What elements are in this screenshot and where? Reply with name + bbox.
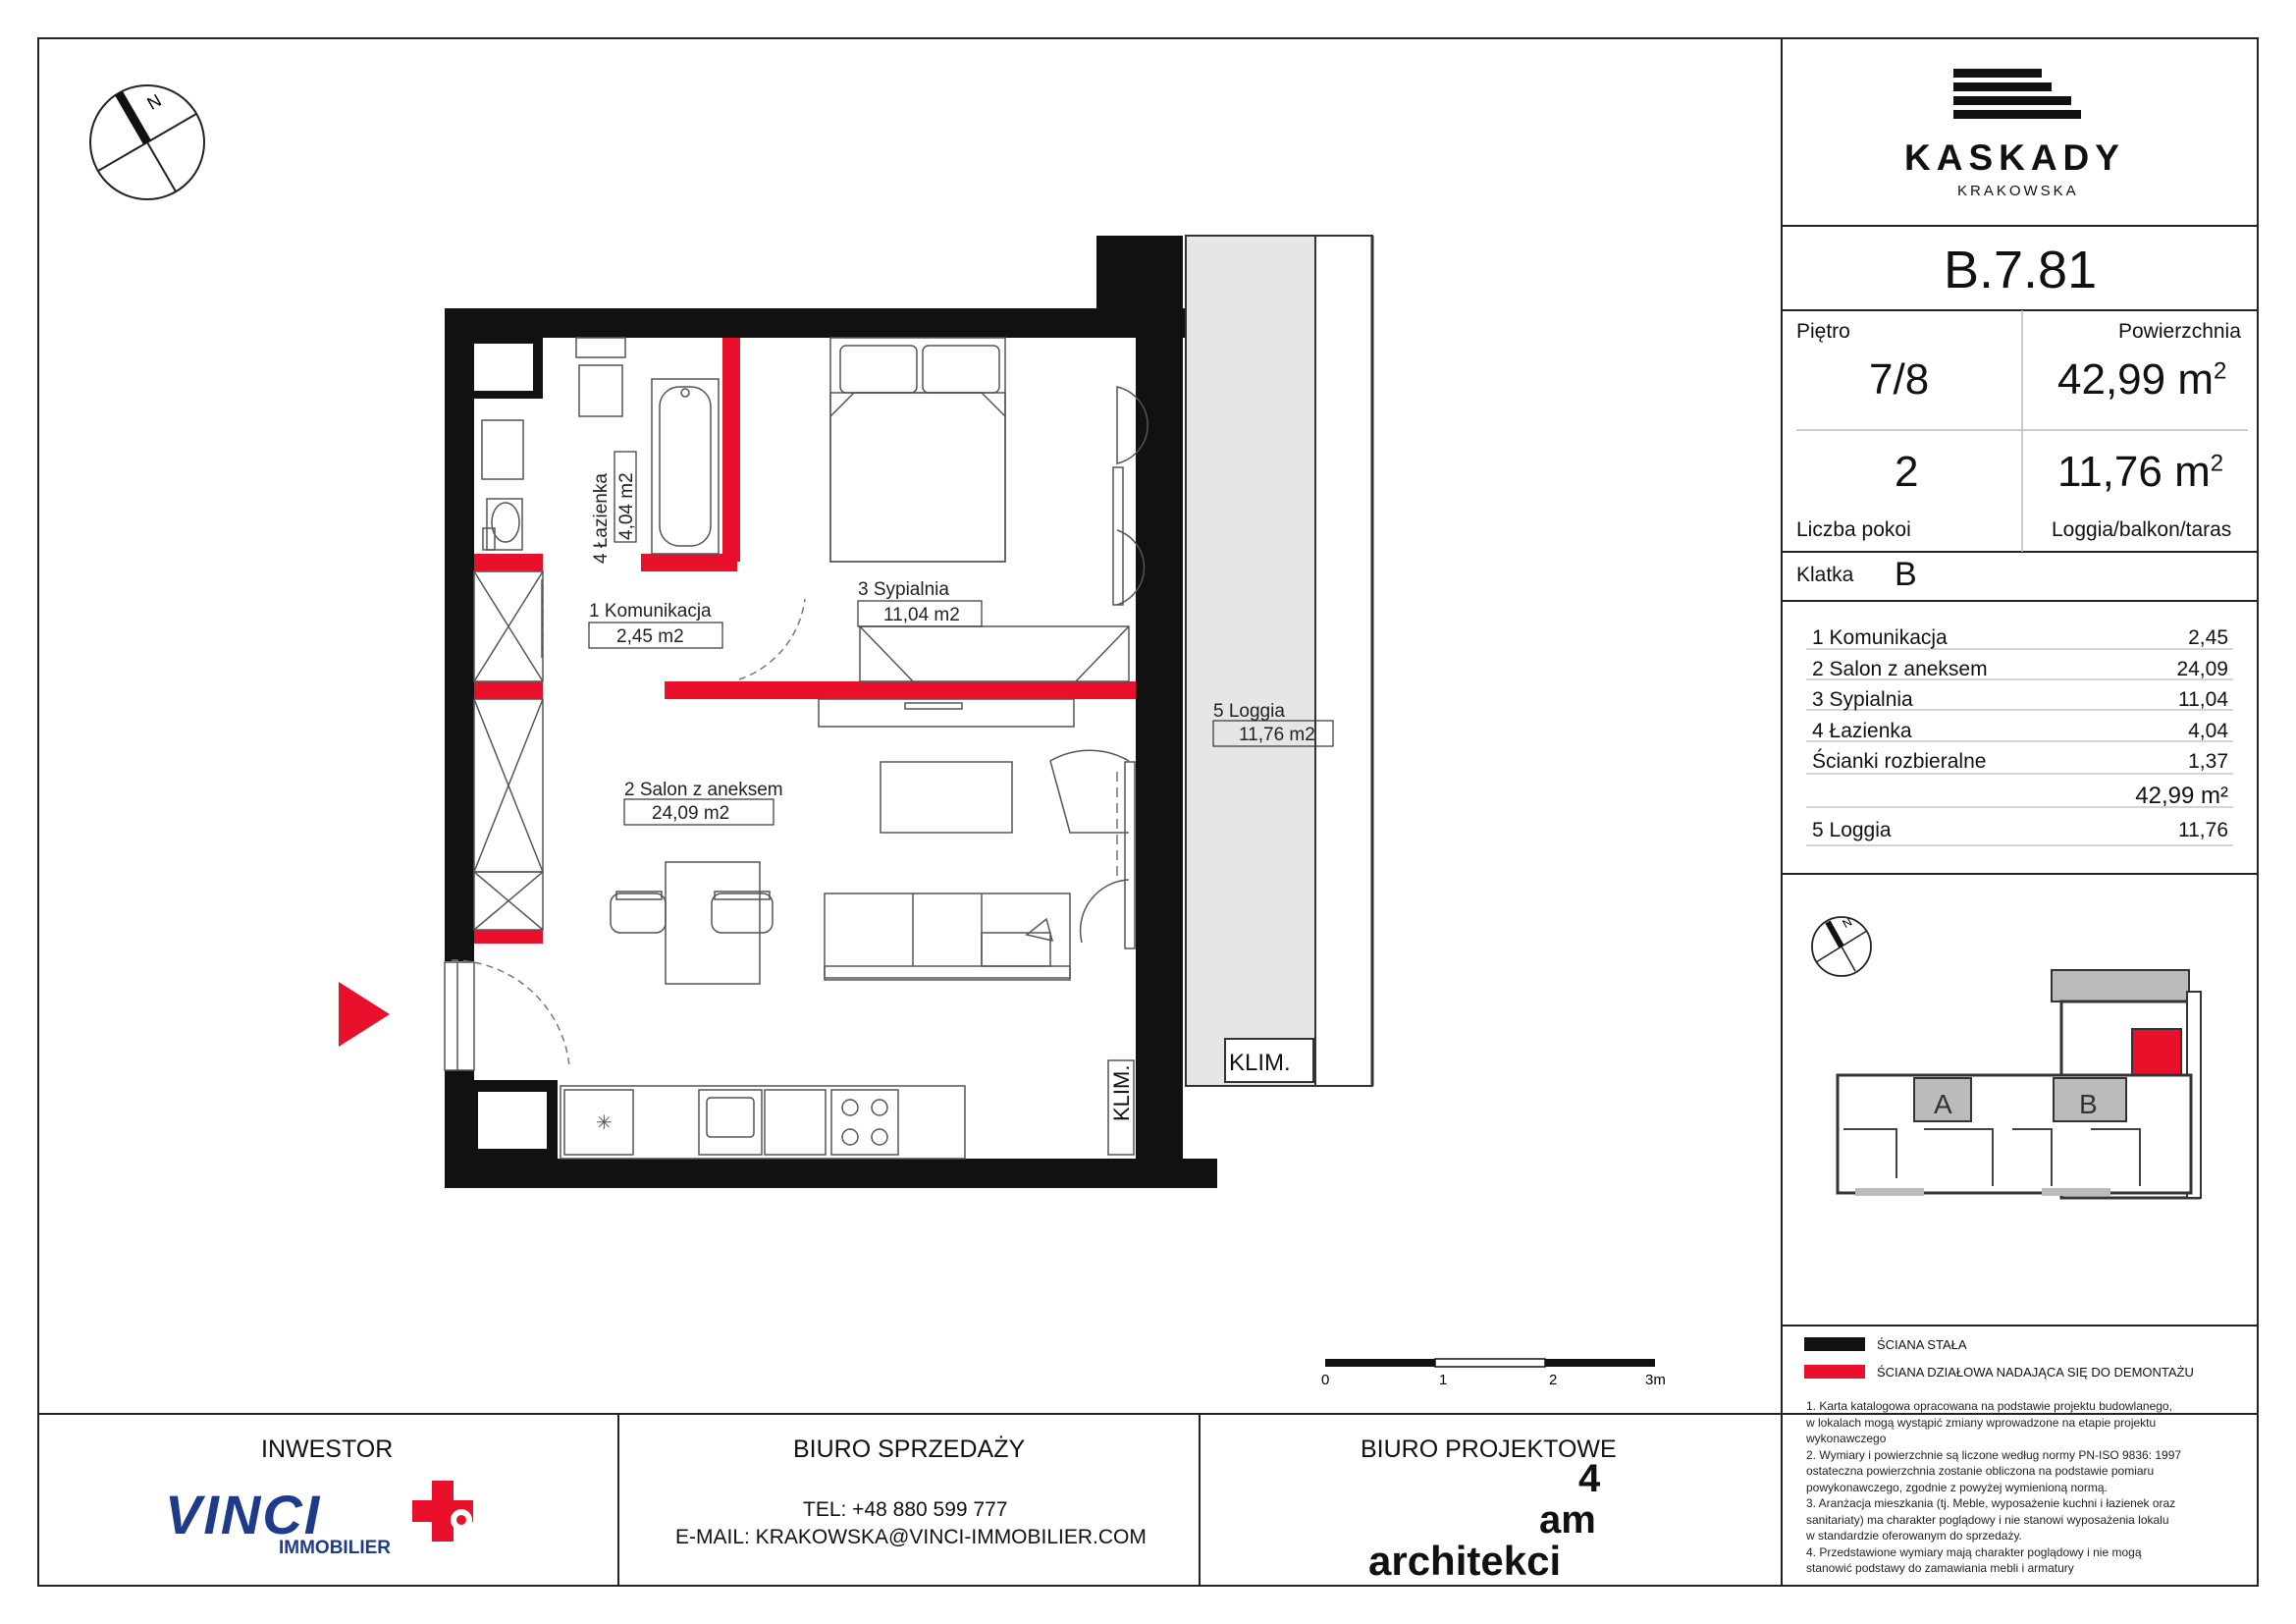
keyplan-b: B	[2079, 1089, 2098, 1119]
vinci-wordmark: VINCI	[165, 1484, 322, 1545]
investor-label: INWESTOR	[261, 1435, 394, 1463]
room-salon-name: 2 Salon z aneksem	[624, 780, 783, 800]
room-table	[1812, 623, 2228, 845]
room-lazienka-name: 4 Łazienka	[591, 473, 612, 564]
unit-code: B.7.81	[1944, 241, 2098, 299]
klim-label-kitchen: KLIM.	[1109, 1064, 1134, 1121]
legend-label-dzialowa: ŚCIANA DZIAŁOWA NADAJĄCA SIĘ DO DEMONTAŻU	[1877, 1365, 2194, 1380]
sales-label: BIURO SPRZEDAŻY	[793, 1435, 1026, 1463]
kitchen-units	[561, 1060, 1134, 1159]
entrance-arrow-icon	[339, 982, 390, 1047]
scale-1: 1	[1439, 1372, 1448, 1388]
bedroom-furniture	[819, 338, 1148, 727]
keyplan-north: N	[1840, 914, 1855, 932]
rooms-label: Liczba pokoi	[1796, 518, 1911, 541]
arch-4: 4	[1578, 1457, 1601, 1500]
scale-3: 3m	[1645, 1372, 1666, 1388]
room-table-row: 3 Sypialnia 11,04	[1812, 688, 2228, 711]
room-table-extra: 5 Loggia 11,76	[1812, 818, 2228, 841]
entrance-door	[445, 962, 474, 1070]
room-table-row: 4 Łazienka 4,04	[1812, 719, 2228, 742]
key-plan	[1812, 915, 2201, 1198]
door-swings	[452, 579, 805, 1066]
stair-value: B	[1895, 556, 1917, 593]
room-table-total: 42,99 m²	[2135, 782, 2228, 809]
floor-value: 7/8	[1869, 355, 1930, 404]
room-salon-area: 24,09 m2	[652, 803, 730, 824]
room-komunikacja-area: 2,45 m2	[616, 626, 684, 647]
vinci-logo-icon	[412, 1481, 473, 1542]
room-table-row: 2 Salon z aneksem 24,09	[1812, 657, 2228, 680]
legend-label-stala: ŚCIANA STAŁA	[1877, 1337, 1967, 1352]
room-table-row: 1 Komunikacja 2,45	[1812, 626, 2228, 649]
loggia-doors	[1050, 750, 1135, 948]
room-sypialnia-name: 3 Sypialnia	[858, 579, 949, 600]
north-compass	[90, 85, 204, 199]
room-sypialnia-area: 11,04 m2	[883, 605, 960, 625]
room-lazienka-area: 4,04 m2	[616, 472, 637, 540]
north-label: N	[143, 89, 165, 114]
scale-bar	[1321, 1359, 1666, 1388]
removable-walls	[474, 338, 1136, 944]
area-value: 42,99 $m^2$	[2057, 355, 2227, 404]
klim-label-loggia: KLIM.	[1229, 1050, 1291, 1076]
arch-name: architekci	[1368, 1538, 1562, 1584]
sales-tel: TEL: +48 880 599 777	[803, 1498, 1008, 1521]
design-label: BIURO PROJEKTOWE	[1361, 1435, 1617, 1463]
legend-swatch-stala	[1804, 1337, 1865, 1351]
scale-2: 2	[1549, 1372, 1558, 1388]
loggia-railing	[1315, 236, 1372, 1086]
scale-0: 0	[1321, 1372, 1330, 1388]
sales-email: E-MAIL: KRAKOWSKA@VINCI-IMMOBILIER.COM	[675, 1526, 1147, 1548]
room-loggia-area: 11,76 m2	[1239, 725, 1315, 745]
keyplan-a: A	[1934, 1089, 1952, 1119]
arch-am: am	[1539, 1498, 1596, 1542]
room-table-row: Ścianki rozbieralne 1,37	[1812, 750, 2228, 773]
stair-label: Klatka	[1796, 564, 1854, 586]
room-loggia-name: 5 Loggia	[1213, 701, 1285, 722]
rooms-value: 2	[1895, 448, 1919, 496]
loggia-value: 11,76 $m^2$	[2057, 448, 2224, 496]
brand-sub: KRAKOWSKA	[1957, 183, 2079, 199]
wardrobe	[474, 571, 543, 930]
notes: 1. Karta katalogowa opracowana na podstawie projektu budowlanego, w lokalach mogą wystąpić zmiany wprowadzone na etapie projektu wykonawczego 2. Wymiary i powierzchnie są liczone według normy PN-ISO 9836: 1997 ostateczna powierzchnia zostanie obliczona na podstawie pomiaru powykonawczego, zgodnie z powyżej wymienioną normą. 3. Aranżacja mieszkania (tj. Meble, wyposażenie kuchni i łazienek oraz sanitariaty) ma charakter poglądowy i nie stanowi wyposażenia lokalu w standardzie oferowanym do sprzedaży. 4. Przedstawione wymiary mają charakter poglądowy i nie mogą stanowić podstawy do zamawiania mebli i armatury	[1806, 1399, 2182, 1575]
vinci-sub: IMMOBILIER	[279, 1538, 391, 1558]
floor-label: Piętro	[1796, 320, 1850, 343]
fan-icon: ✳	[596, 1112, 613, 1134]
legend-swatch-dzialowa	[1804, 1365, 1865, 1379]
brand-name: KASKADY	[1904, 137, 2125, 178]
loggia-label: Loggia/balkon/taras	[2052, 518, 2232, 541]
room-komunikacja-name: 1 Komunikacja	[589, 601, 712, 622]
area-label: Powierzchnia	[2118, 320, 2241, 343]
